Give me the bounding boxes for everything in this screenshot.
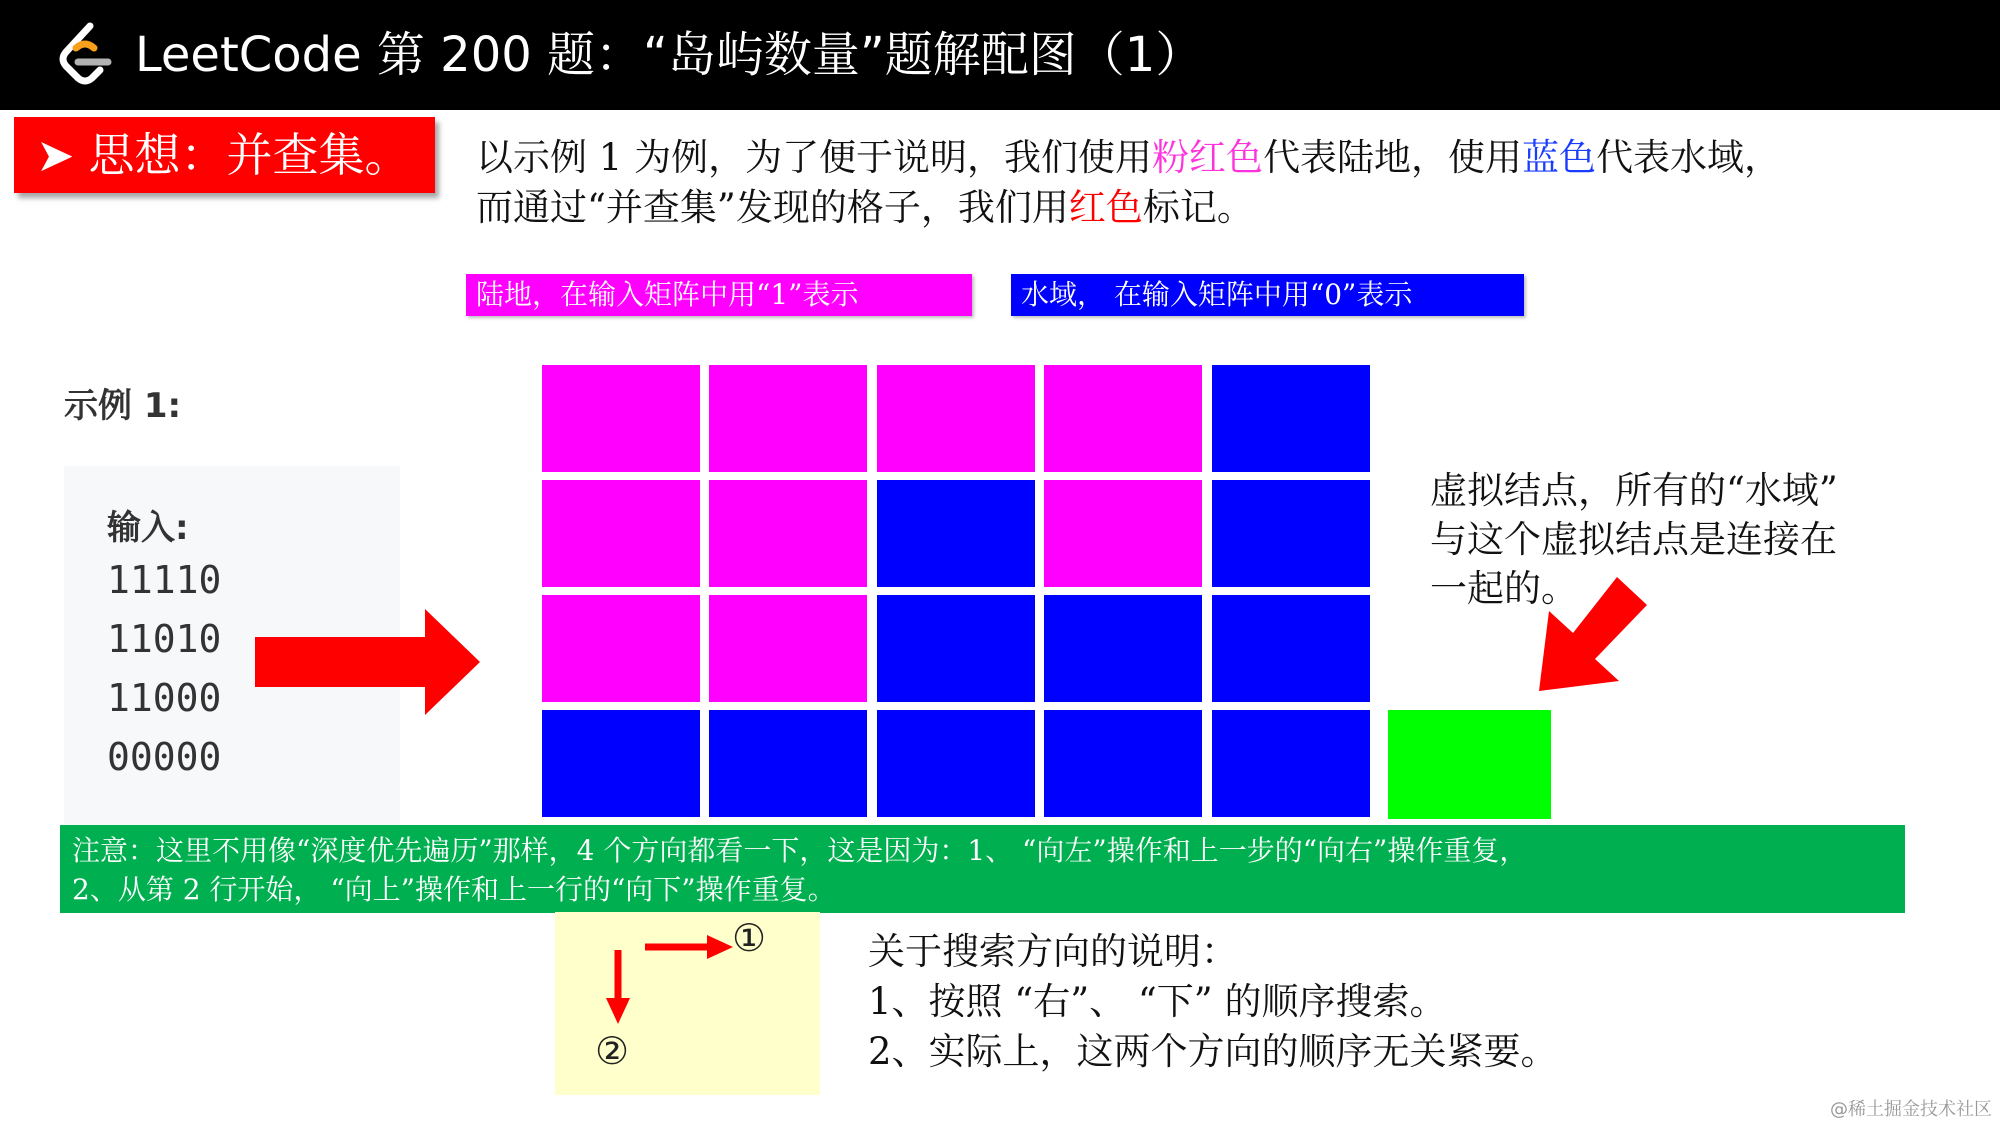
water-cell bbox=[1212, 365, 1370, 472]
intro-text-segment: 代表陆地，使用 bbox=[1263, 136, 1523, 179]
water-cell bbox=[1044, 595, 1202, 702]
header-bar bbox=[0, 0, 2000, 110]
virtual-node-line: 与这个虚拟结点是连接在 bbox=[1430, 518, 1837, 561]
direction-box bbox=[555, 912, 820, 1095]
land-cell bbox=[709, 595, 867, 702]
arrow-right-icon bbox=[645, 932, 735, 962]
intro-text bbox=[476, 133, 1781, 233]
land-cell bbox=[877, 365, 1035, 472]
water-cell bbox=[542, 710, 700, 817]
red-keyword: 红色 bbox=[1068, 186, 1143, 229]
virtual-node-line: 一起的。 bbox=[1430, 567, 1578, 610]
water-cell bbox=[877, 595, 1035, 702]
input-row: 11110 bbox=[107, 558, 222, 602]
note-line: 注意：这里不用像“深度优先遍历”那样，4 个方向都看一下，这是因为：1、 “向左”操作和上一步的“向右”操作重复， bbox=[72, 834, 1528, 867]
water-cell bbox=[877, 710, 1035, 817]
input-row: 11000 bbox=[107, 676, 222, 720]
input-row: 11010 bbox=[107, 617, 222, 661]
intro-text-segment: 而通过“并查集”发现的格子，我们用 bbox=[476, 186, 1069, 229]
blue-keyword: 蓝色 bbox=[1522, 136, 1597, 179]
land-cell bbox=[542, 480, 700, 587]
example-label: 示例 1: bbox=[64, 386, 182, 426]
pink-keyword: 粉红色 bbox=[1152, 136, 1264, 179]
input-label: 输入: bbox=[107, 508, 189, 548]
virtual-node bbox=[1388, 710, 1551, 819]
water-cell bbox=[877, 480, 1035, 587]
water-cell bbox=[1212, 710, 1370, 817]
leetcode-logo-icon bbox=[52, 20, 122, 90]
direction-line: 关于搜索方向的说明： bbox=[868, 930, 1238, 973]
land-cell bbox=[709, 365, 867, 472]
legend-water: 水域， 在输入矩阵中用“0”表示 bbox=[1011, 274, 1524, 316]
note-line: 2、从第 2 行开始， “向上”操作和上一行的“向下”操作重复。 bbox=[72, 873, 836, 906]
watermark: @稀土掘金技术社区 bbox=[1830, 1099, 1992, 1120]
arrow-down-icon bbox=[603, 950, 633, 1026]
intro-line-2 bbox=[476, 183, 1781, 233]
idea-label: 思想：并查集。 bbox=[88, 128, 411, 182]
red-arrow-down-left-icon bbox=[1535, 575, 1650, 695]
direction-line: 2、实际上，这两个方向的顺序无关紧要。 bbox=[868, 1030, 1558, 1073]
direction-mark-1: ① bbox=[732, 916, 767, 960]
input-row: 00000 bbox=[107, 735, 222, 779]
intro-text-segment: 代表水域， bbox=[1596, 136, 1782, 179]
water-cell bbox=[1212, 480, 1370, 587]
water-cell bbox=[709, 710, 867, 817]
note-box bbox=[60, 825, 1905, 913]
idea-badge bbox=[14, 117, 435, 193]
intro-line-1 bbox=[476, 133, 1781, 183]
land-cell bbox=[542, 595, 700, 702]
land-cell bbox=[542, 365, 700, 472]
intro-text-segment: 以示例 1 为例，为了便于说明，我们使用 bbox=[476, 136, 1153, 179]
arrow-right-icon: ➤ bbox=[36, 128, 75, 182]
land-cell bbox=[1044, 480, 1202, 587]
direction-line: 1、按照 “右”、 “下” 的顺序搜索。 bbox=[868, 980, 1447, 1023]
land-cell bbox=[1044, 365, 1202, 472]
red-arrow-right-icon bbox=[255, 607, 483, 717]
page-title: LeetCode 第 200 题：“岛屿数量”题解配图（1） bbox=[135, 27, 1204, 83]
direction-mark-2: ② bbox=[595, 1029, 630, 1073]
intro-text-segment: 标记。 bbox=[1142, 186, 1254, 229]
virtual-node-line: 虚拟结点，所有的“水域” bbox=[1430, 469, 1838, 512]
water-cell bbox=[1212, 595, 1370, 702]
legend-land: 陆地，在输入矩阵中用“1”表示 bbox=[466, 274, 972, 316]
land-cell bbox=[709, 480, 867, 587]
water-cell bbox=[1044, 710, 1202, 817]
direction-description bbox=[868, 927, 1558, 1077]
